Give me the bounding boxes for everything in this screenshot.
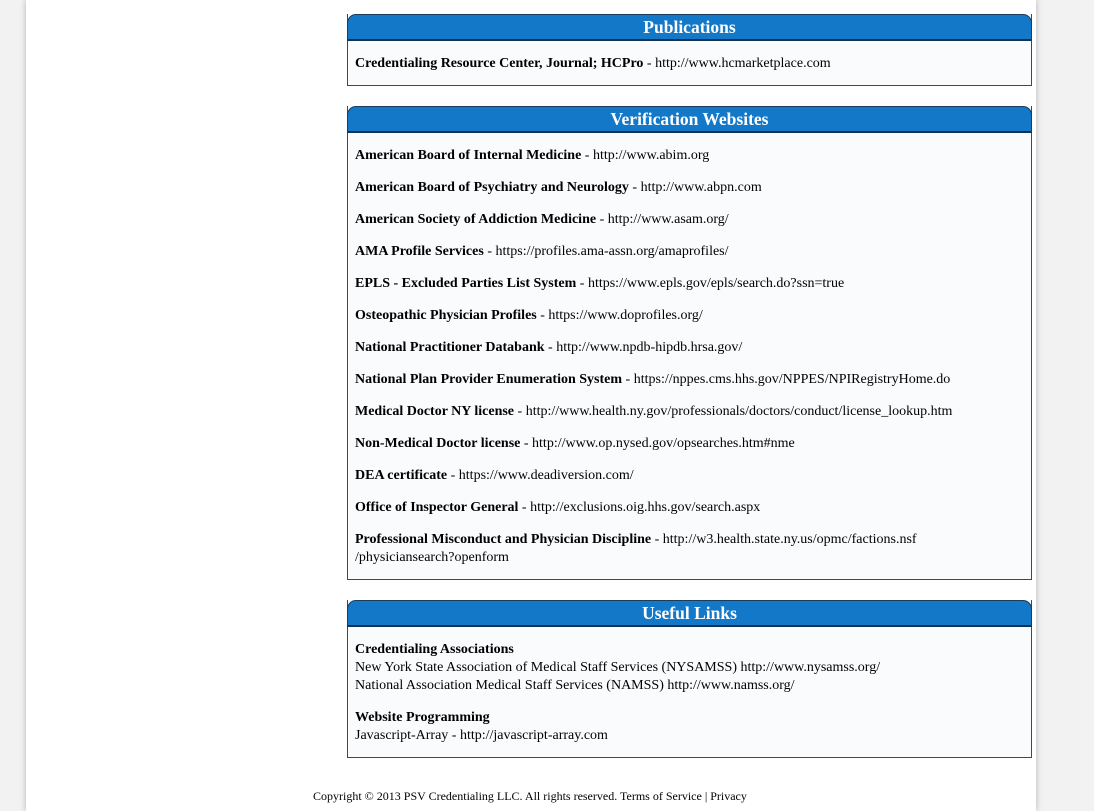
group-title: Credentialing Associations xyxy=(355,642,514,657)
terms-link[interactable]: Terms of Service xyxy=(620,789,702,803)
site-name: American Society of Addiction Medicine xyxy=(355,212,597,227)
privacy-link[interactable]: Privacy xyxy=(710,789,747,803)
list-item: Osteopathic Physician Profiles - https://www.doprofiles.org/ xyxy=(355,308,703,323)
link-group xyxy=(355,709,1024,745)
publications-list xyxy=(348,41,1031,81)
list-item: Credentialing Resource Center, Journal; HCPro - http://www.hcmarketplace.com xyxy=(355,56,831,71)
site-name: Non-Medical Doctor license xyxy=(355,436,521,451)
site-link[interactable]: http://www.health.ny.gov/professionals/doctors/conduct/license_lookup.htm xyxy=(525,404,953,419)
site-name: DEA certificate xyxy=(355,468,448,483)
site-link[interactable]: https://profiles.ama-assn.org/amaprofiles/ xyxy=(495,244,729,259)
list-item: AMA Profile Services - https://profiles.ama-assn.org/amaprofiles/ xyxy=(355,244,729,259)
site-link[interactable]: https://nppes.cms.hhs.gov/NPPES/NPIRegistryHome.do xyxy=(633,372,951,387)
publication-link[interactable]: http://www.hcmarketplace.com xyxy=(655,56,831,71)
list-item: EPLS - Excluded Parties List System - https://www.epls.gov/epls/search.do?ssn=true xyxy=(355,276,845,291)
publication-name: Credentialing Resource Center, Journal; HCPro xyxy=(355,56,644,71)
site-name: Professional Misconduct and Physician Discipline xyxy=(355,532,652,547)
publications-panel xyxy=(347,14,1032,86)
list-item: Medical Doctor NY license - http://www.health.ny.gov/professionals/doctors/conduct/license_lookup.htm xyxy=(355,404,953,419)
link-item[interactable]: New York State Association of Medical Staff Services (NYSAMSS) http://www.nysamss.org/ xyxy=(355,660,881,675)
list-item: Professional Misconduct and Physician Discipline - http://w3.health.state.ny.us/opmc/factions.nsf /physiciansearch?openform xyxy=(355,532,917,565)
site-link[interactable]: http://w3.health.state.ny.us/opmc/factions.nsf xyxy=(662,532,917,547)
site-link[interactable]: http://www.abpn.com xyxy=(640,180,762,195)
list-item: American Board of Psychiatry and Neurology - http://www.abpn.com xyxy=(355,180,762,195)
footer xyxy=(313,788,747,804)
useful-links-panel xyxy=(347,600,1032,758)
site-name: EPLS - Excluded Parties List System xyxy=(355,276,577,291)
list-item: National Practitioner Databank - http://www.npdb-hipdb.hrsa.gov/ xyxy=(355,340,743,355)
link-item[interactable]: Javascript-Array - http://javascript-array.com xyxy=(355,728,608,743)
link-item[interactable]: National Association Medical Staff Services (NAMSS) http://www.namss.org/ xyxy=(355,678,795,693)
useful-links-heading: Useful Links xyxy=(347,600,1032,627)
site-link[interactable]: http://www.op.nysed.gov/opsearches.htm#nme xyxy=(532,436,795,451)
publications-heading: Publications xyxy=(347,14,1032,41)
footer-divider: | xyxy=(701,789,711,803)
verification-list xyxy=(348,133,1031,575)
link-group xyxy=(355,641,1024,695)
site-name: American Board of Internal Medicine xyxy=(355,148,582,163)
verification-panel xyxy=(347,106,1032,580)
site-link[interactable]: https://www.doprofiles.org/ xyxy=(548,308,703,323)
site-name: National Practitioner Databank xyxy=(355,340,545,355)
list-item: American Board of Internal Medicine - http://www.abim.org xyxy=(355,148,710,163)
site-name: AMA Profile Services xyxy=(355,244,484,259)
site-name: American Board of Psychiatry and Neurology xyxy=(355,180,629,195)
site-link[interactable]: http://www.npdb-hipdb.hrsa.gov/ xyxy=(556,340,743,355)
copyright-text: Copyright © 2013 PSV Credentialing LLC. All rights reserved. xyxy=(313,789,618,803)
site-name: Medical Doctor NY license xyxy=(355,404,515,419)
group-title: Website Programming xyxy=(355,710,490,725)
list-item: DEA certificate - https://www.deadiversion.com/ xyxy=(355,468,634,483)
site-link[interactable]: https://www.deadiversion.com/ xyxy=(458,468,634,483)
site-name: National Plan Provider Enumeration System xyxy=(355,372,623,387)
list-item: Office of Inspector General - http://exclusions.oig.hhs.gov/search.aspx xyxy=(355,500,761,515)
site-link[interactable]: http://exclusions.oig.hhs.gov/search.aspx xyxy=(530,500,761,515)
site-name: Office of Inspector General xyxy=(355,500,519,515)
site-link[interactable]: http://www.abim.org xyxy=(592,148,710,163)
site-link-continued[interactable]: /physiciansearch?openform xyxy=(355,550,509,565)
list-item: National Plan Provider Enumeration System - https://nppes.cms.hhs.gov/NPPES/NPIRegistryHome.do xyxy=(355,372,951,387)
verification-heading: Verification Websites xyxy=(347,106,1032,133)
site-link[interactable]: https://www.epls.gov/epls/search.do?ssn=true xyxy=(587,276,845,291)
page-container xyxy=(26,0,1036,811)
useful-links-list xyxy=(348,627,1031,753)
site-link[interactable]: http://www.asam.org/ xyxy=(607,212,729,227)
list-item: Non-Medical Doctor license - http://www.op.nysed.gov/opsearches.htm#nme xyxy=(355,436,795,451)
list-item: American Society of Addiction Medicine - http://www.asam.org/ xyxy=(355,212,729,227)
site-name: Osteopathic Physician Profiles xyxy=(355,308,537,323)
